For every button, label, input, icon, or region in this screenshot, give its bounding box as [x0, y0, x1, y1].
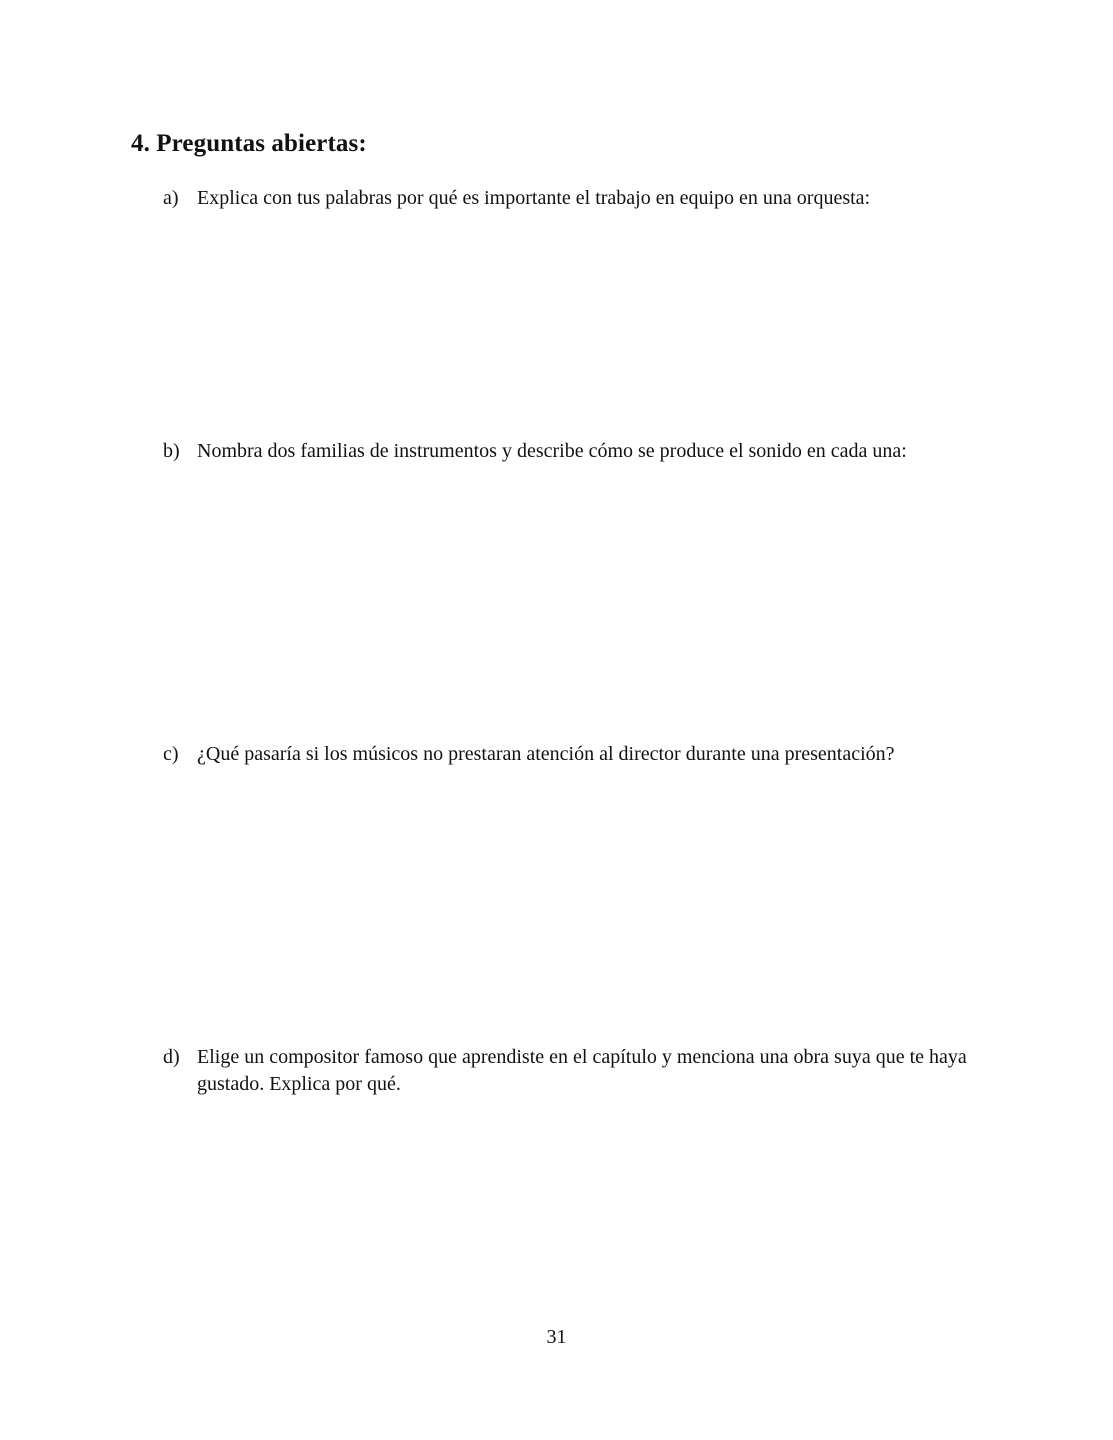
question-b	[163, 438, 983, 465]
question-letter: c)	[163, 743, 179, 765]
question-text: Elige un compositor famoso que aprendiste en el capítulo y menciona una obra suya que te haya gustado. Explica por qué.	[197, 1046, 967, 1095]
question-letter: d)	[163, 1046, 180, 1068]
question-letter: b)	[163, 440, 180, 462]
question-letter: a)	[163, 187, 179, 209]
section-heading: 4. Preguntas abiertas:	[131, 130, 367, 157]
question-d	[163, 1044, 983, 1098]
question-c	[163, 741, 983, 768]
question-a	[163, 185, 983, 212]
question-text: Nombra dos familias de instrumentos y describe cómo se produce el sonido en cada una:	[197, 440, 907, 462]
page-number: 31	[546, 1326, 567, 1348]
question-text: Explica con tus palabras por qué es importante el trabajo en equipo en una orquesta:	[197, 187, 871, 209]
question-text: ¿Qué pasaría si los músicos no prestaran atención al director durante una presentación?	[197, 743, 895, 765]
